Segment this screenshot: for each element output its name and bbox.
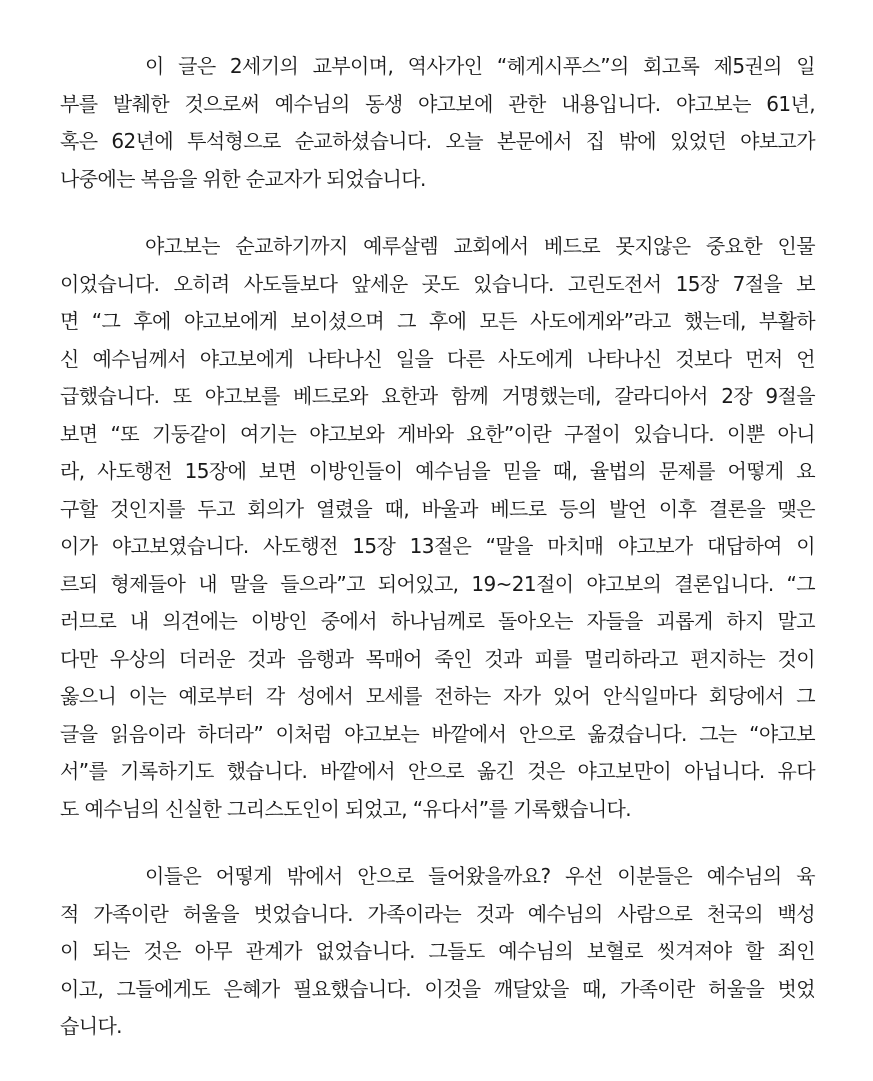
text-line: 이 되는 것은 아무 관계가 없었습니다. 그들도 예수님의 보혈로 씻겨져야 할 죄인: [60, 939, 815, 963]
paragraph-3: [60, 858, 815, 1046]
text-line: 이었습니다. 오히려 사도들보다 앞세운 곳도 있습니다. 고린도전서 15장 7절을 보: [60, 271, 815, 296]
text-line: 보면 “또 기둥같이 여기는 야고보와 게바와 요한”이란 구절이 있습니다. 이뿐 아니: [60, 421, 815, 446]
text-line: 야고보는 순교하기까지 예루살렘 교회에서 베드로 못지않은 중요한 인물: [145, 234, 815, 258]
text-line: 부를 발췌한 것으로써 예수님의 동생 야고보에 관한 내용입니다. 야고보는 61년,: [60, 91, 815, 116]
text-line: 옳으니 이는 예로부터 각 성에서 모세를 전하는 자가 있어 안식일마다 회당에서 그: [60, 684, 815, 708]
text-line: 서”를 기록하기도 했습니다. 바깥에서 안으로 옮긴 것은 야고보만이 아닙니다. 유다: [60, 759, 815, 783]
text-line: 이고, 그들에게도 은혜가 필요했습니다. 이것을 깨달았을 때, 가족이란 허울을 벗었: [60, 976, 815, 1001]
text-line: 적 가족이란 허울을 벗었습니다. 가족이라는 것과 예수님의 사람으로 천국의 백성: [60, 901, 815, 926]
text-line: 구할 것인지를 두고 회의가 열렸을 때, 바울과 베드로 등의 발언 이후 결론을 맺은: [60, 496, 815, 521]
text-line: 습니다.: [60, 1014, 122, 1038]
text-line: 이 글은 2세기의 교부이며, 역사가인 “헤게시푸스”의 회고록 제5권의 일: [145, 54, 815, 78]
text-line: 혹은 62년에 투석형으로 순교하셨습니다. 오늘 본문에서 집 밖에 있었던 야보고가: [60, 129, 815, 153]
text-line: 다만 우상의 더러운 것과 음행과 목매어 죽인 것과 피를 멀리하라고 편지하는 것이: [60, 646, 815, 671]
text-line: 급했습니다. 또 야고보를 베드로와 요한과 함께 거명했는데, 갈라디아서 2장 9절을: [60, 384, 815, 408]
text-line: 면 “그 후에 야고보에게 보이셨으며 그 후에 모든 사도에게와”라고 했는데, 부활하: [60, 309, 815, 333]
text-line: 르되 형제들아 내 말을 들으라”고 되어있고, 19~21절이 야고보의 결론입니다. “그: [60, 571, 815, 596]
text-line: 나중에는 복음을 위한 순교자가 되었습니다.: [60, 166, 426, 191]
text-line: 이가 야고보였습니다. 사도행전 15장 13절은 “말을 마치매 야고보가 대답하여 이: [60, 534, 815, 558]
text-line: 글을 읽음이라 하더라” 이처럼 야고보는 바깥에서 안으로 옮겼습니다. 그는 “야고보: [60, 721, 815, 746]
text-line: 러므로 내 의견에는 이방인 중에서 하나님께로 돌아오는 자들을 괴롭게 하지 말고: [60, 609, 815, 633]
text-line: 도 예수님의 신실한 그리스도인이 되었고, “유다서”를 기록했습니다.: [60, 796, 632, 821]
text-line: 이들은 어떻게 밖에서 안으로 들어왔을까요? 우선 이분들은 예수님의 육: [145, 864, 815, 888]
text-line: 라, 사도행전 15장에 보면 이방인들이 예수님을 믿을 때, 율법의 문제를 어떻게 요: [60, 459, 815, 483]
document-body: [60, 48, 815, 1076]
paragraph-1: [60, 48, 815, 198]
text-line: 신 예수님께서 야고보에게 나타나신 일을 다른 사도에게 나타나신 것보다 먼저 언: [60, 346, 815, 371]
paragraph-2: [60, 228, 815, 828]
